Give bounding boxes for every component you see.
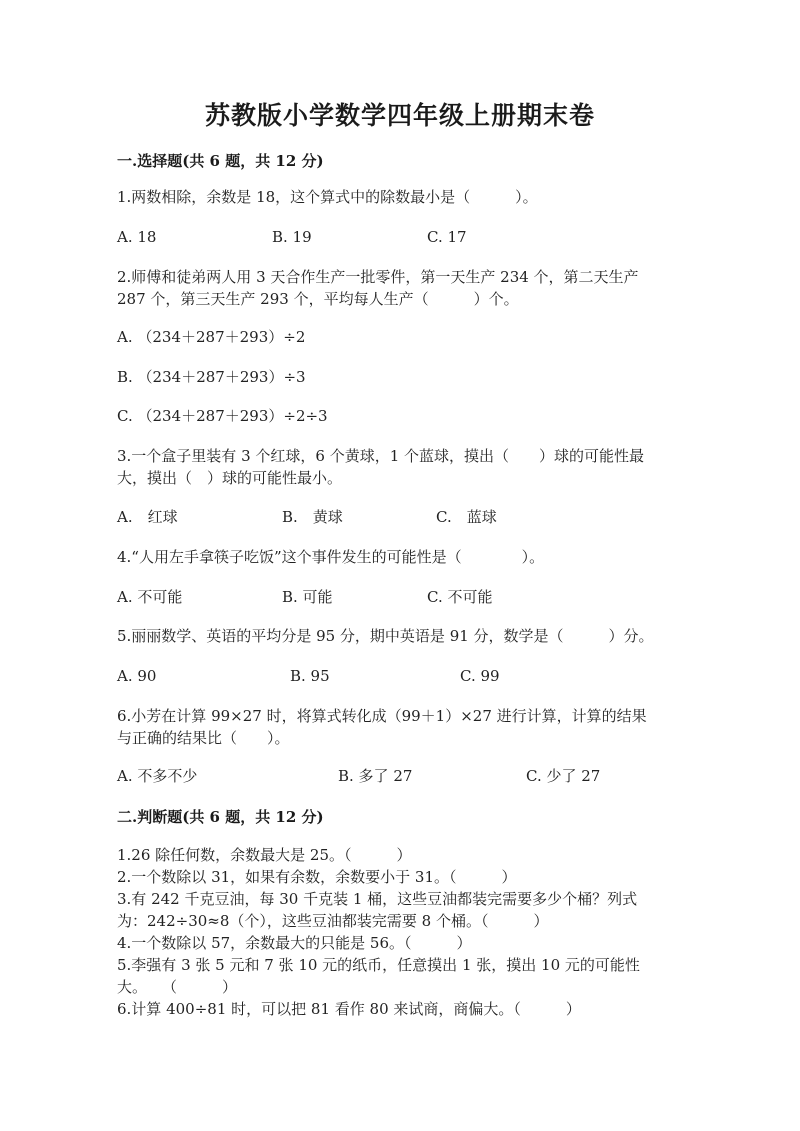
judgement-line-7: 大。 （ ） — [117, 978, 238, 996]
question-1-text: 1.两数相除，余数是 18，这个算式中的除数最小是（ ）。 — [117, 188, 538, 206]
question-2-text-line-1: 2.师傅和徒弟两人用 3 天合作生产一批零件，第一天生产 234 个，第二天生产 — [117, 268, 639, 286]
judgement-line-4: 为：242÷30≈8（个），这些豆油都装完需要 8 个桶。（ ） — [117, 912, 549, 930]
question-1-option-b: B. 19 — [272, 228, 312, 246]
question-6-option-b: B. 多了 27 — [338, 767, 413, 785]
judgement-line-3: 3.有 242 千克豆油，每 30 千克装 1 桶，这些豆油都装完需要多少个桶？列式 — [117, 890, 638, 908]
question-3-text-line-1: 3.一个盒子里装有 3 个红球，6 个黄球，1 个蓝球，摸出（ ）球的可能性最 — [117, 447, 645, 465]
question-4-text: 4.“人用左手拿筷子吃饭”这个事件发生的可能性是（ ）。 — [117, 548, 545, 566]
judgement-line-8: 6.计算 400÷81 时，可以把 81 看作 80 来试商，商偏大。（ ） — [117, 1000, 581, 1018]
judgement-line-5: 4.一个数除以 57，余数最大的只能是 56。（ ） — [117, 934, 472, 952]
question-3-option-b: B. 黄球 — [282, 508, 343, 526]
question-1-option-a: A. 18 — [117, 228, 157, 246]
question-4-option-c: C. 不可能 — [427, 588, 493, 606]
judgement-line-6: 5.李强有 3 张 5 元和 7 张 10 元的纸币，任意摸出 1 张，摸出 10 元的可能性 — [117, 956, 640, 974]
question-2-option-c: C. （234＋287＋293）÷2÷3 — [117, 407, 328, 425]
question-6-text-line-2: 与正确的结果比（ ）。 — [117, 729, 290, 747]
question-2-text-line-2: 287 个，第三天生产 293 个，平均每人生产（ ）个。 — [117, 290, 519, 308]
question-3-text-line-2: 大，摸出（ ）球的可能性最小。 — [117, 469, 343, 487]
question-5-option-a: A. 90 — [117, 667, 157, 685]
question-3-option-a: A. 红球 — [117, 508, 178, 526]
question-6-option-c: C. 少了 27 — [526, 767, 601, 785]
question-4-option-b: B. 可能 — [282, 588, 333, 606]
judgement-line-1: 1.26 除任何数，余数最大是 25。（ ） — [117, 846, 412, 864]
page-title: 苏教版小学数学四年级上册期末卷 — [204, 101, 595, 130]
question-6-option-a: A. 不多不少 — [117, 767, 198, 785]
question-5-option-c: C. 99 — [460, 667, 500, 685]
question-2-option-b: B. （234＋287＋293）÷3 — [117, 368, 306, 386]
question-2-option-a: A. （234＋287＋293）÷2 — [117, 328, 306, 346]
question-5-option-b: B. 95 — [290, 667, 330, 685]
question-1-option-c: C. 17 — [427, 228, 467, 246]
judgement-line-2: 2.一个数除以 31，如果有余数，余数要小于 31。（ ） — [117, 868, 517, 886]
question-4-option-a: A. 不可能 — [117, 588, 183, 606]
section-heading-choice: 一.选择题(共 6 题，共 12 分) — [117, 152, 324, 170]
section-heading-judgement: 二.判断题(共 6 题，共 12 分) — [117, 808, 324, 826]
question-6-text-line-1: 6.小芳在计算 99×27 时，将算式转化成（99＋1）×27 进行计算，计算的结果 — [117, 707, 647, 725]
question-5-text: 5.丽丽数学、英语的平均分是 95 分，期中英语是 91 分，数学是（ ）分。 — [117, 627, 654, 645]
question-3-option-c: C. 蓝球 — [436, 508, 497, 526]
